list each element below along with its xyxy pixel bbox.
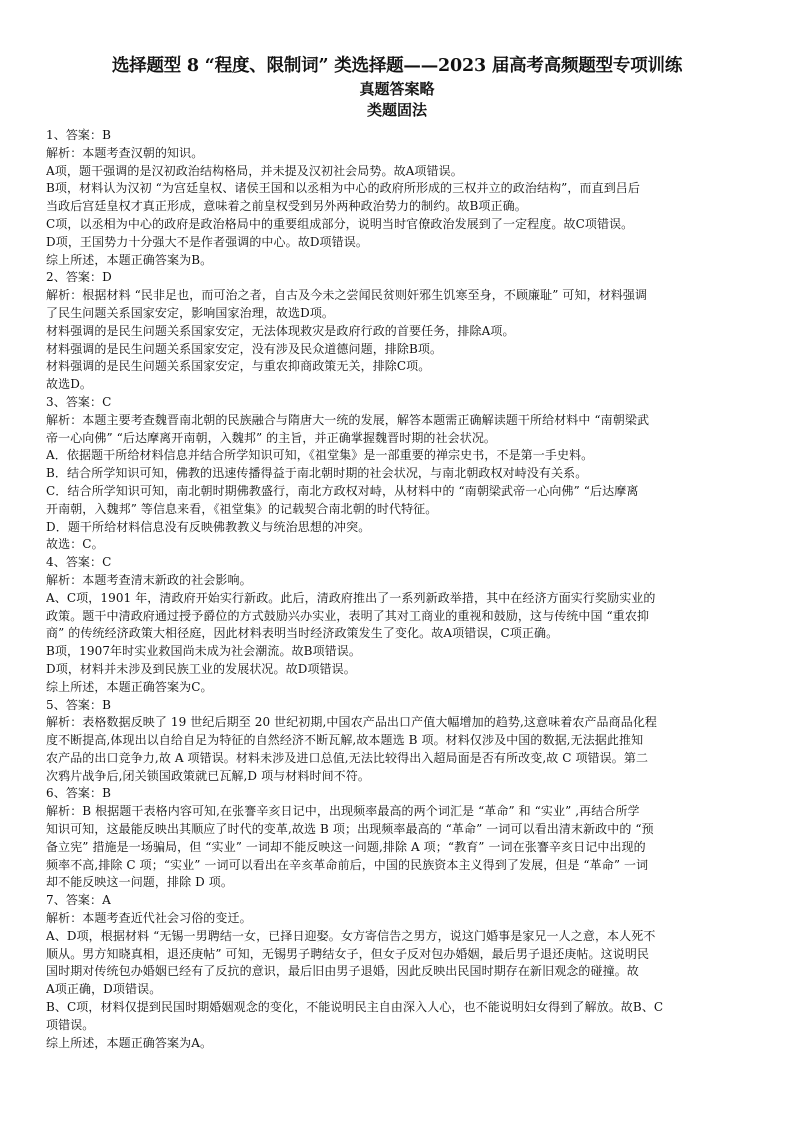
text-line: C．结合所学知识可知，南北朝时期佛教盛行，南北方政权对峙，从材料中的 “南朝梁武帝一心向佛” “后达摩离	[46, 483, 639, 498]
text-line: 解析：B 根据题干表格内容可知,在张謇辛亥日记中，出现频率最高的两个词汇是 “革命” 和 “实业” ,再结合所学	[46, 804, 640, 819]
text-line: B、C项，材料仅提到民国时期婚姻观念的变化，不能说明民主自由深入人心，也不能说明妇女得到了解放。故B、C	[46, 1000, 664, 1015]
text-line: 开南朝，入魏邦” 等信息来看，《祖堂集》的记载契合南北朝的时代特征。	[46, 501, 438, 516]
text-line: 解析：本题考查汉朝的知识。	[46, 145, 204, 160]
page-title: 选择题型 8 “程度、限制词” 类选择题——2023 届高考高频题型专项训练	[111, 56, 683, 76]
text-line: 商” 的传统经济政策大相径庭，因此材料表明当时经济政策发生了变化。故A项错误，C项正确。	[46, 626, 559, 641]
text-line: 材料强调的是民生问题关系国家安定，没有涉及民众道德问题，排除B项。	[46, 341, 443, 356]
text-line: 度不断提高,体现出以自给自足为特征的自然经济不断瓦解,故本题选 B 项。材料仅涉及中国的数据,无法据此推知	[46, 733, 644, 748]
text-line: 综上所述，本题正确答案为C。	[46, 679, 213, 694]
text-line: 2、答案：D	[46, 270, 112, 285]
text-line: A、D项，根据材料 “无锡一男聘结一女，已择日迎娶。女方寄信告之男方，说这门婚事是家兄一人之意，本人死不	[46, 928, 656, 943]
text-line: 5、答案：B	[46, 697, 112, 712]
text-line: 知识可知，这最能反映出其顺应了时代的变革,故选 B 项；出现频率最高的 “革命” 一词可以看出清末新政中的 “预	[46, 822, 654, 837]
text-line: 故选：C。	[46, 537, 104, 552]
text-line: 故选D。	[46, 377, 93, 392]
text-line: 6、答案：B	[46, 786, 112, 801]
text-line: 当政后宫廷皇权才真正形成，意味着之前皇权受到另外两种政治势力的制约。故B项正确。	[46, 199, 527, 214]
text-line: 材料强调的是民生问题关系国家安定，无法体现救灾是政府行政的首要任务，排除A项。	[46, 323, 515, 338]
text-line: A项，题干强调的是汉初政治结构格局，并未提及汉初社会局势。故A项错误。	[46, 163, 463, 178]
text-line: 了民生问题关系国家安定，影响国家治理，故选D项。	[46, 305, 335, 320]
text-line: 解析：表格数据反映了 19 世纪后期至 20 世纪初期,中国农产品出口产值大幅增加的趋势,这意味着农产品商品化程	[46, 715, 658, 730]
text-line: A、C项，1901 年，清政府开始实行新政。此后，清政府推出了一系列新政举措，其中在经济方面实行奖励实业的	[46, 590, 656, 605]
text-line: 解析：根据材料 “民非足也，而可治之者，自古及今未之尝闻民贫则奸邪生饥寒至身，不顾廉耻” 可知，材料强调	[46, 288, 648, 303]
text-line: 3、答案：C	[46, 394, 112, 409]
text-line: B项，材料认为汉初 “为宫廷皇权、诸侯王国和以丞相为中心的政府所形成的三权并立的政治结构”，而直到吕后	[46, 181, 641, 196]
text-line: 项错误。	[46, 1017, 95, 1032]
text-line: C项，以丞相为中心的政府是政治格局中的重要组成部分，说明当时官僚政治发展到了一定程度。故C项错误。	[46, 216, 634, 231]
text-line: 7、答案：A	[46, 893, 111, 908]
text-line: D．题干所给材料信息没有反映佛教教义与统治思想的冲突。	[46, 519, 371, 534]
text-line: 频率不高,排除 C 项；“实业” 一词可以看出在辛亥革命前后，中国的民族资本主义得到了发展，但是 “革命” 一词	[46, 857, 649, 872]
text-line: D项，材料并未涉及到民族工业的发展状况。故D项错误。	[46, 661, 356, 676]
text-line: 备立宪” 措施是一场骗局，但 “实业” 一词却不能反映这一问题,排除 A 项；“教育” 一词在张謇辛亥日记中出现的	[46, 839, 646, 854]
text-line: 却不能反映这一问题，排除 D 项。	[46, 875, 233, 890]
section-heading-answers: 真题答案略	[359, 80, 435, 98]
text-line: 解析：本题考查清末新政的社会影响。	[46, 572, 252, 587]
text-line: 解析：本题考查近代社会习俗的变迁。	[46, 911, 252, 926]
text-line: B．结合所学知识可知，佛教的迅速传播得益于南北朝时期的社会状况，与南北朝政权对峙没有关系。	[46, 466, 588, 481]
text-line: 农产品的出口竞争力,故 A 项错误。材料未涉及进口总值,无法比较得出入超局面是否有所改变,故 C 项错误。第二	[46, 750, 649, 765]
text-line: 综上所述，本题正确答案为B。	[46, 252, 213, 267]
text-line: 政策。题干中清政府通过授予爵位的方式鼓励兴办实业，表明了其对工商业的重视和鼓励，这与传统中国 “重农抑	[46, 608, 650, 623]
text-line: D项，王国势力十分强大不是作者强调的中心。故D项错误。	[46, 234, 368, 249]
text-line: B项，1907年时实业救国尚未成为社会潮流。故B项错误。	[46, 644, 361, 659]
text-line: A项正确，D项错误。	[46, 982, 162, 997]
text-line: 解析：本题主要考查魏晋南北朝的民族融合与隋唐大一统的发展，解答本题需正确解读题干所给材料中 “南朝梁武	[46, 412, 650, 427]
text-line: 4、答案：C	[46, 555, 112, 570]
text-line: 帝一心向佛” “后达摩离开南朝，入魏邦” 的主旨，并正确掌握魏晋时期的社会状况。	[46, 430, 497, 445]
section-heading-practice: 类题固法	[366, 101, 427, 119]
text-line: 国时期对传统包办婚姻已经有了反抗的意识，最后旧由男子退婚，因此反映出民国时期存在新旧观念的碰撞。故	[46, 964, 639, 979]
answer-content	[46, 127, 748, 1052]
text-line: 1、答案：B	[46, 128, 112, 142]
text-line: 次鸦片战争后,闭关锁国政策就已瓦解,D 项与材料时间不符。	[46, 768, 370, 783]
text-line: 材料强调的是民生问题关系国家安定，与重农抑商政策无关，排除C项。	[46, 359, 431, 374]
text-line: 综上所述，本题正确答案为A。	[46, 1035, 213, 1050]
text-line: A．依据题干所给材料信息并结合所学知识可知，《祖堂集》是一部重要的禅宗史书，不是第一手史料。	[46, 448, 594, 463]
text-line: 顺从。男方知晓真相，退还庚帖” 可知，无锡男子聘结女子，但女子反对包办婚姻，最后男子退还庚帖。这说明民	[46, 946, 650, 961]
